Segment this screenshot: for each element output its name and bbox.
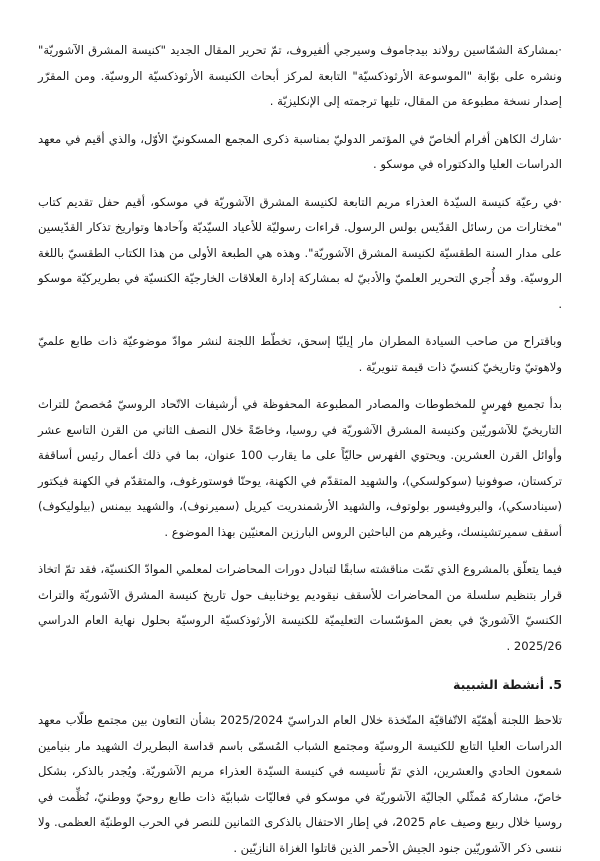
paragraph-youth-cooperation: تلاحظ اللجنة أهمّيّة الاتّفاقيّة المتّخذة خلال العام الدراسيّ 2025/2024 بشأن التعاون بين مجتمع طلّاب معهد الدراسات العليا التابع للكنيسة الروسيّة ومجتمع الشباب المُسمّى باسم قداسة البطريرك الشهيد مار بنيامين شمعون الحادي والعشرين، الذي تمّ تأسيسه في كنيسة السيّدة العذراء مريم الآشوريّة. ويُجدر بالذكر، بشكل خاصّ، مشاركة مُمثّلي الجاليّة الآشوريّة في موسكو في فعاليّات شبابيّة ذات طابع روحيّ ووطنيّ، نُظِّمت في روسيا خلال ربيع وصيف عام 2025، في إطار الاحتفال بالذكرى الثمانين للنصر في الحرب الوطنيّة العظمى. ولا ننسى ذكر الآشوريّين جنود الجيش الأحمر الذين قاتلوا الغزاة النازيّين . [38, 713, 562, 855]
paragraph-encyclopedia-article: ·بمشاركة الشمّاسين رولاند بيدجاموف وسيرجي ألفيروف، تمّ تحرير المقال الجديد "كنيسة المشرق الآشوريّة" ونشره على بوّابة "الموسوعة الأرثوذكسيّة" التابعة لمركز أبحاث الكنيسة الأرثوذكسيّة الروسيّة. ومن المقرّر إصدار نسخة مطبوعة من المقال، تليها ترجمته إلى الإنكليزيّة . [38, 43, 562, 108]
paragraph-publication-plans: وباقتراح من صاحب السيادة المطران مار إيليّا إسحق، تخطّط اللجنة لنشر موادّ موضوعيّة ذات طابع علميّ ولاهوتيّ وتاريخيّ كنسيّ ذات قيمة تنويريّة . [38, 334, 562, 374]
paragraph-conference: ·شارك الكاهن أفرام ألخاصّ في المؤتمر الدوليّ بمناسبة ذكرى المجمع المسكونيّ الأوّل، والذي أقيم في معهد الدراسات العليا والدكتوراه في موسكو . [38, 131, 562, 171]
section-heading-youth-activities: 5. أنشطة الشبيبة [452, 677, 562, 692]
paragraph-archive-catalog: بدأ تجميع فهرسٍ للمخطوطات والمصادر المطبوعة المحفوظة في أرشيفات الاتّحاد الروسيّ مُخصصٌ للتراث التاريخيّ للآشوريّين وكنيسة المشرق الآشوريّة في روسيا، وخاصّةً خلال النصف الثاني من القرن التاسع عشر وأوائل القرن العشرين. ويحتوي الفهرس حاليّاً على ما يقارب 100 عنوان، بما في ذلك أعمال رئيس أساقفة تركستان، صوفونيا (سوكولسكي)، والشهيد المتقدّم في الكهنة، يوحنّا فوستورغوف، والمتقدّم في الكهنة فيكتور (سينادسكي)، والبروفيسور بولوتوف، والشهيد الأرشمندريت كيريل (سميرنوف)، والشهيد بيمنس (بيلوليكوف) أسقف سميرتشينسك، وغيرهم من الباحثين الروس البارزين المعنيّين بهذا الموضوع . [38, 397, 562, 539]
paragraph-book-presentation: ·في رعيّة كنيسة السيّدة العذراء مريم التابعة لكنيسة المشرق الآشوريّة في موسكو، أقيم حفل تقديم كتاب "مختارات من رسائل القدّيس بولس الرسول. قراءات رسوليّة للأعياد السيّديّة وآحادها وتواريخ تذكار القدّيسين على مدار السنة الطقسيّة لكنيسة المشرق الآشوريّة". وهذه هي الطبعة الأولى من هذا الكتاب الطقسيّ باللغة الروسيّة. وقد أُجري التحرير العلميّ والأدبيّ له بمشاركة إدارة العلاقات الخارجيّة الكنسيّة في بطريركيّة موسكو . [38, 194, 562, 311]
paragraph-lecture-exchange: فيما يتعلّق بالمشروع الذي تمّت مناقشته سابقًا لتبادل دورات المحاضرات لمعلمي الموادّ الكنسيّة، فقد تمّ اتخاذ قرار بتنظيم سلسلة من المحاضرات للأسقف نيقوديم يوخنابيف حول تاريخ كنيسة المشرق الآشوريّة والتراث الكنسيّ الآشوريّ في بعض المؤسّسات التعليميّة للكنيسة الأرثوذكسيّة الروسيّة بحلول نهاية العام الدراسي 2025/26 . [38, 562, 562, 653]
document-page [38, 38, 562, 861]
